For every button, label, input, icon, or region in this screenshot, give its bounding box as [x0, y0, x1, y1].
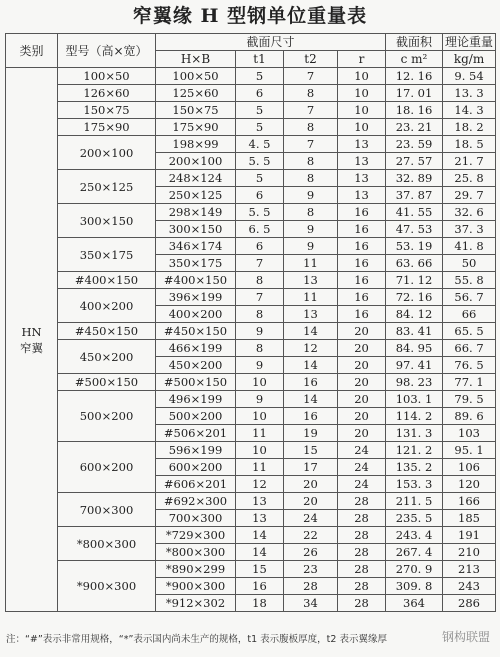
r-cell: 28 [338, 544, 386, 561]
r-cell: 20 [338, 323, 386, 340]
area-cell: 211. 5 [386, 493, 443, 510]
model-cell: 500×200 [58, 391, 156, 442]
r-cell: 16 [338, 204, 386, 221]
weight-cell: 55. 8 [443, 272, 496, 289]
footnote: 注：“#”表示非常用规格，“*”表示国内尚未生产的规格，t1 表示腹板厚度，t2 表示翼缘厚 [6, 634, 387, 645]
area-cell: 364 [386, 595, 443, 612]
table-body [6, 68, 496, 612]
r-cell: 16 [338, 238, 386, 255]
r-cell: 16 [338, 272, 386, 289]
table-row [6, 493, 496, 510]
r-cell: 16 [338, 255, 386, 272]
weight-cell: 89. 6 [443, 408, 496, 425]
t1-cell: 9 [236, 357, 284, 374]
r-cell: 20 [338, 357, 386, 374]
header-weight-unit: kg/m [443, 51, 496, 68]
area-cell: 267. 4 [386, 544, 443, 561]
t1-cell: 5. 5 [236, 153, 284, 170]
weight-cell: 18. 5 [443, 136, 496, 153]
hb-cell: 198×99 [156, 136, 236, 153]
weight-cell: 32. 6 [443, 204, 496, 221]
r-cell: 28 [338, 578, 386, 595]
area-cell: 114. 2 [386, 408, 443, 425]
area-cell: 84. 95 [386, 340, 443, 357]
t1-cell: 5 [236, 102, 284, 119]
t1-cell: 10 [236, 442, 284, 459]
t2-cell: 22 [284, 527, 338, 544]
t1-cell: 14 [236, 527, 284, 544]
t1-cell: 6 [236, 238, 284, 255]
t2-cell: 9 [284, 221, 338, 238]
area-cell: 270. 9 [386, 561, 443, 578]
t2-cell: 14 [284, 391, 338, 408]
weight-cell: 66 [443, 306, 496, 323]
t2-cell: 8 [284, 153, 338, 170]
t1-cell: 13 [236, 510, 284, 527]
t2-cell: 20 [284, 493, 338, 510]
t2-cell: 15 [284, 442, 338, 459]
weight-cell: 77. 1 [443, 374, 496, 391]
page-title: 窄翼缘 H 型钢单位重量表 [132, 5, 368, 27]
hb-cell: *890×299 [156, 561, 236, 578]
r-cell: 16 [338, 306, 386, 323]
t1-cell: 13 [236, 493, 284, 510]
watermark: 钢构联盟 [441, 630, 490, 644]
hb-cell: 400×200 [156, 306, 236, 323]
weight-cell: 76. 5 [443, 357, 496, 374]
weight-cell: 65. 5 [443, 323, 496, 340]
hb-cell: 248×124 [156, 170, 236, 187]
t1-cell: 5. 5 [236, 204, 284, 221]
area-cell: 243. 4 [386, 527, 443, 544]
hb-cell: 396×199 [156, 289, 236, 306]
area-cell: 41. 55 [386, 204, 443, 221]
hb-cell: 596×199 [156, 442, 236, 459]
model-cell: *900×300 [58, 561, 156, 612]
t2-cell: 11 [284, 289, 338, 306]
weight-cell: 191 [443, 527, 496, 544]
area-cell: 27. 57 [386, 153, 443, 170]
weight-cell: 37. 3 [443, 221, 496, 238]
r-cell: 10 [338, 119, 386, 136]
t1-cell: 9 [236, 391, 284, 408]
area-cell: 121. 2 [386, 442, 443, 459]
weight-cell: 21. 7 [443, 153, 496, 170]
area-cell: 98. 23 [386, 374, 443, 391]
t2-cell: 20 [284, 476, 338, 493]
r-cell: 28 [338, 510, 386, 527]
t1-cell: 6 [236, 85, 284, 102]
r-cell: 10 [338, 85, 386, 102]
header-model: 型号（高×宽） [58, 34, 156, 68]
model-cell: 250×125 [58, 170, 156, 204]
weight-cell: 103 [443, 425, 496, 442]
table-row [6, 323, 496, 340]
t2-cell: 16 [284, 374, 338, 391]
area-cell: 32. 89 [386, 170, 443, 187]
weight-cell: 210 [443, 544, 496, 561]
model-cell: #500×150 [58, 374, 156, 391]
r-cell: 28 [338, 493, 386, 510]
area-cell: 309. 8 [386, 578, 443, 595]
area-cell: 17. 01 [386, 85, 443, 102]
table-row [6, 119, 496, 136]
weight-table [5, 33, 496, 612]
t2-cell: 14 [284, 323, 338, 340]
area-cell: 23. 59 [386, 136, 443, 153]
t1-cell: 15 [236, 561, 284, 578]
table-row [6, 289, 496, 306]
area-cell: 153. 3 [386, 476, 443, 493]
model-cell: 175×90 [58, 119, 156, 136]
area-cell: 23. 21 [386, 119, 443, 136]
weight-cell: 185 [443, 510, 496, 527]
weight-cell: 286 [443, 595, 496, 612]
weight-cell: 25. 8 [443, 170, 496, 187]
t2-cell: 14 [284, 357, 338, 374]
r-cell: 20 [338, 408, 386, 425]
t1-cell: 9 [236, 323, 284, 340]
table-row [6, 68, 496, 85]
table-row [6, 374, 496, 391]
model-cell: #400×150 [58, 272, 156, 289]
model-cell: 450×200 [58, 340, 156, 374]
hb-cell: 300×150 [156, 221, 236, 238]
weight-cell: 243 [443, 578, 496, 595]
weight-cell: 213 [443, 561, 496, 578]
r-cell: 20 [338, 425, 386, 442]
hb-cell: 466×199 [156, 340, 236, 357]
t2-cell: 17 [284, 459, 338, 476]
table-row [6, 204, 496, 221]
r-cell: 10 [338, 102, 386, 119]
hb-cell: 125×60 [156, 85, 236, 102]
r-cell: 13 [338, 136, 386, 153]
t1-cell: 7 [236, 289, 284, 306]
r-cell: 20 [338, 391, 386, 408]
t1-cell: 8 [236, 272, 284, 289]
hb-cell: 150×75 [156, 102, 236, 119]
t2-cell: 8 [284, 204, 338, 221]
area-cell: 71. 12 [386, 272, 443, 289]
weight-cell: 13. 3 [443, 85, 496, 102]
table-row [6, 238, 496, 255]
r-cell: 20 [338, 374, 386, 391]
t2-cell: 8 [284, 119, 338, 136]
t1-cell: 8 [236, 306, 284, 323]
table-row [6, 561, 496, 578]
t2-cell: 9 [284, 238, 338, 255]
hb-cell: 175×90 [156, 119, 236, 136]
header-area-unit: c m² [386, 51, 443, 68]
t1-cell: 4. 5 [236, 136, 284, 153]
t1-cell: 11 [236, 425, 284, 442]
t1-cell: 10 [236, 374, 284, 391]
model-cell: *800×300 [58, 527, 156, 561]
r-cell: 20 [338, 340, 386, 357]
t1-cell: 6. 5 [236, 221, 284, 238]
hb-cell: 450×200 [156, 357, 236, 374]
area-cell: 47. 53 [386, 221, 443, 238]
t2-cell: 8 [284, 170, 338, 187]
model-cell: 200×100 [58, 136, 156, 170]
table-row [6, 442, 496, 459]
t1-cell: 16 [236, 578, 284, 595]
weight-cell: 120 [443, 476, 496, 493]
area-cell: 103. 1 [386, 391, 443, 408]
r-cell: 16 [338, 289, 386, 306]
r-cell: 13 [338, 153, 386, 170]
model-cell: 100×50 [58, 68, 156, 85]
t1-cell: 5 [236, 170, 284, 187]
area-cell: 12. 16 [386, 68, 443, 85]
model-cell: 600×200 [58, 442, 156, 493]
hb-cell: #506×201 [156, 425, 236, 442]
table-row [6, 391, 496, 408]
model-cell: #450×150 [58, 323, 156, 340]
t2-cell: 12 [284, 340, 338, 357]
r-cell: 28 [338, 561, 386, 578]
header-section: 截面尺寸 [156, 34, 386, 51]
header-t1: t1 [236, 51, 284, 68]
t2-cell: 34 [284, 595, 338, 612]
model-cell: 150×75 [58, 102, 156, 119]
weight-cell: 56. 7 [443, 289, 496, 306]
area-cell: 135. 2 [386, 459, 443, 476]
table-row [6, 340, 496, 357]
r-cell: 10 [338, 68, 386, 85]
category-cell: HN 窄翼 [6, 68, 58, 612]
hb-cell: #500×150 [156, 374, 236, 391]
t2-cell: 13 [284, 272, 338, 289]
hb-cell: 250×125 [156, 187, 236, 204]
weight-cell: 41. 8 [443, 238, 496, 255]
t2-cell: 7 [284, 102, 338, 119]
area-cell: 72. 16 [386, 289, 443, 306]
table-header [6, 34, 496, 68]
header-weight: 理论重量 [443, 34, 496, 51]
hb-cell: 346×174 [156, 238, 236, 255]
t1-cell: 5 [236, 119, 284, 136]
hb-cell: #400×150 [156, 272, 236, 289]
area-cell: 83. 41 [386, 323, 443, 340]
r-cell: 24 [338, 476, 386, 493]
hb-cell: 600×200 [156, 459, 236, 476]
t1-cell: 11 [236, 459, 284, 476]
model-cell: 300×150 [58, 204, 156, 238]
header-hb: H×B [156, 51, 236, 68]
header-r: r [338, 51, 386, 68]
t2-cell: 23 [284, 561, 338, 578]
table-row [6, 136, 496, 153]
area-cell: 84. 12 [386, 306, 443, 323]
table-row [6, 85, 496, 102]
weight-cell: 18. 2 [443, 119, 496, 136]
t2-cell: 9 [284, 187, 338, 204]
weight-cell: 9. 54 [443, 68, 496, 85]
r-cell: 16 [338, 221, 386, 238]
table-row [6, 102, 496, 119]
t1-cell: 7 [236, 255, 284, 272]
weight-cell: 106 [443, 459, 496, 476]
hb-cell: 298×149 [156, 204, 236, 221]
t2-cell: 24 [284, 510, 338, 527]
hb-cell: 500×200 [156, 408, 236, 425]
t1-cell: 6 [236, 187, 284, 204]
t2-cell: 16 [284, 408, 338, 425]
hb-cell: 200×100 [156, 153, 236, 170]
hb-cell: 350×175 [156, 255, 236, 272]
area-cell: 131. 3 [386, 425, 443, 442]
hb-cell: *900×300 [156, 578, 236, 595]
hb-cell: #692×300 [156, 493, 236, 510]
header-t2: t2 [284, 51, 338, 68]
weight-cell: 166 [443, 493, 496, 510]
t2-cell: 13 [284, 306, 338, 323]
hb-cell: *912×302 [156, 595, 236, 612]
area-cell: 97. 41 [386, 357, 443, 374]
r-cell: 24 [338, 442, 386, 459]
t1-cell: 8 [236, 340, 284, 357]
t2-cell: 7 [284, 68, 338, 85]
hb-cell: 496×199 [156, 391, 236, 408]
area-cell: 37. 87 [386, 187, 443, 204]
t1-cell: 10 [236, 408, 284, 425]
weight-cell: 95. 1 [443, 442, 496, 459]
r-cell: 13 [338, 170, 386, 187]
t1-cell: 14 [236, 544, 284, 561]
hb-cell: #450×150 [156, 323, 236, 340]
t1-cell: 5 [236, 68, 284, 85]
model-cell: 350×175 [58, 238, 156, 272]
t2-cell: 19 [284, 425, 338, 442]
weight-cell: 14. 3 [443, 102, 496, 119]
hb-cell: 100×50 [156, 68, 236, 85]
weight-cell: 66. 7 [443, 340, 496, 357]
t2-cell: 11 [284, 255, 338, 272]
model-cell: 126×60 [58, 85, 156, 102]
t2-cell: 8 [284, 85, 338, 102]
r-cell: 24 [338, 459, 386, 476]
area-cell: 53. 19 [386, 238, 443, 255]
table-row [6, 527, 496, 544]
area-cell: 63. 66 [386, 255, 443, 272]
t1-cell: 18 [236, 595, 284, 612]
weight-cell: 50 [443, 255, 496, 272]
weight-cell: 29. 7 [443, 187, 496, 204]
weight-cell: 79. 5 [443, 391, 496, 408]
t2-cell: 26 [284, 544, 338, 561]
hb-cell: #606×201 [156, 476, 236, 493]
r-cell: 13 [338, 187, 386, 204]
table-row [6, 272, 496, 289]
hb-cell: *729×300 [156, 527, 236, 544]
t2-cell: 28 [284, 578, 338, 595]
r-cell: 28 [338, 595, 386, 612]
area-cell: 235. 5 [386, 510, 443, 527]
header-area: 截面积 [386, 34, 443, 51]
model-cell: 400×200 [58, 289, 156, 323]
hb-cell: 700×300 [156, 510, 236, 527]
header-category: 类别 [6, 34, 58, 68]
hb-cell: *800×300 [156, 544, 236, 561]
t1-cell: 12 [236, 476, 284, 493]
r-cell: 28 [338, 527, 386, 544]
t2-cell: 7 [284, 136, 338, 153]
table-row [6, 170, 496, 187]
area-cell: 18. 16 [386, 102, 443, 119]
model-cell: 700×300 [58, 493, 156, 527]
